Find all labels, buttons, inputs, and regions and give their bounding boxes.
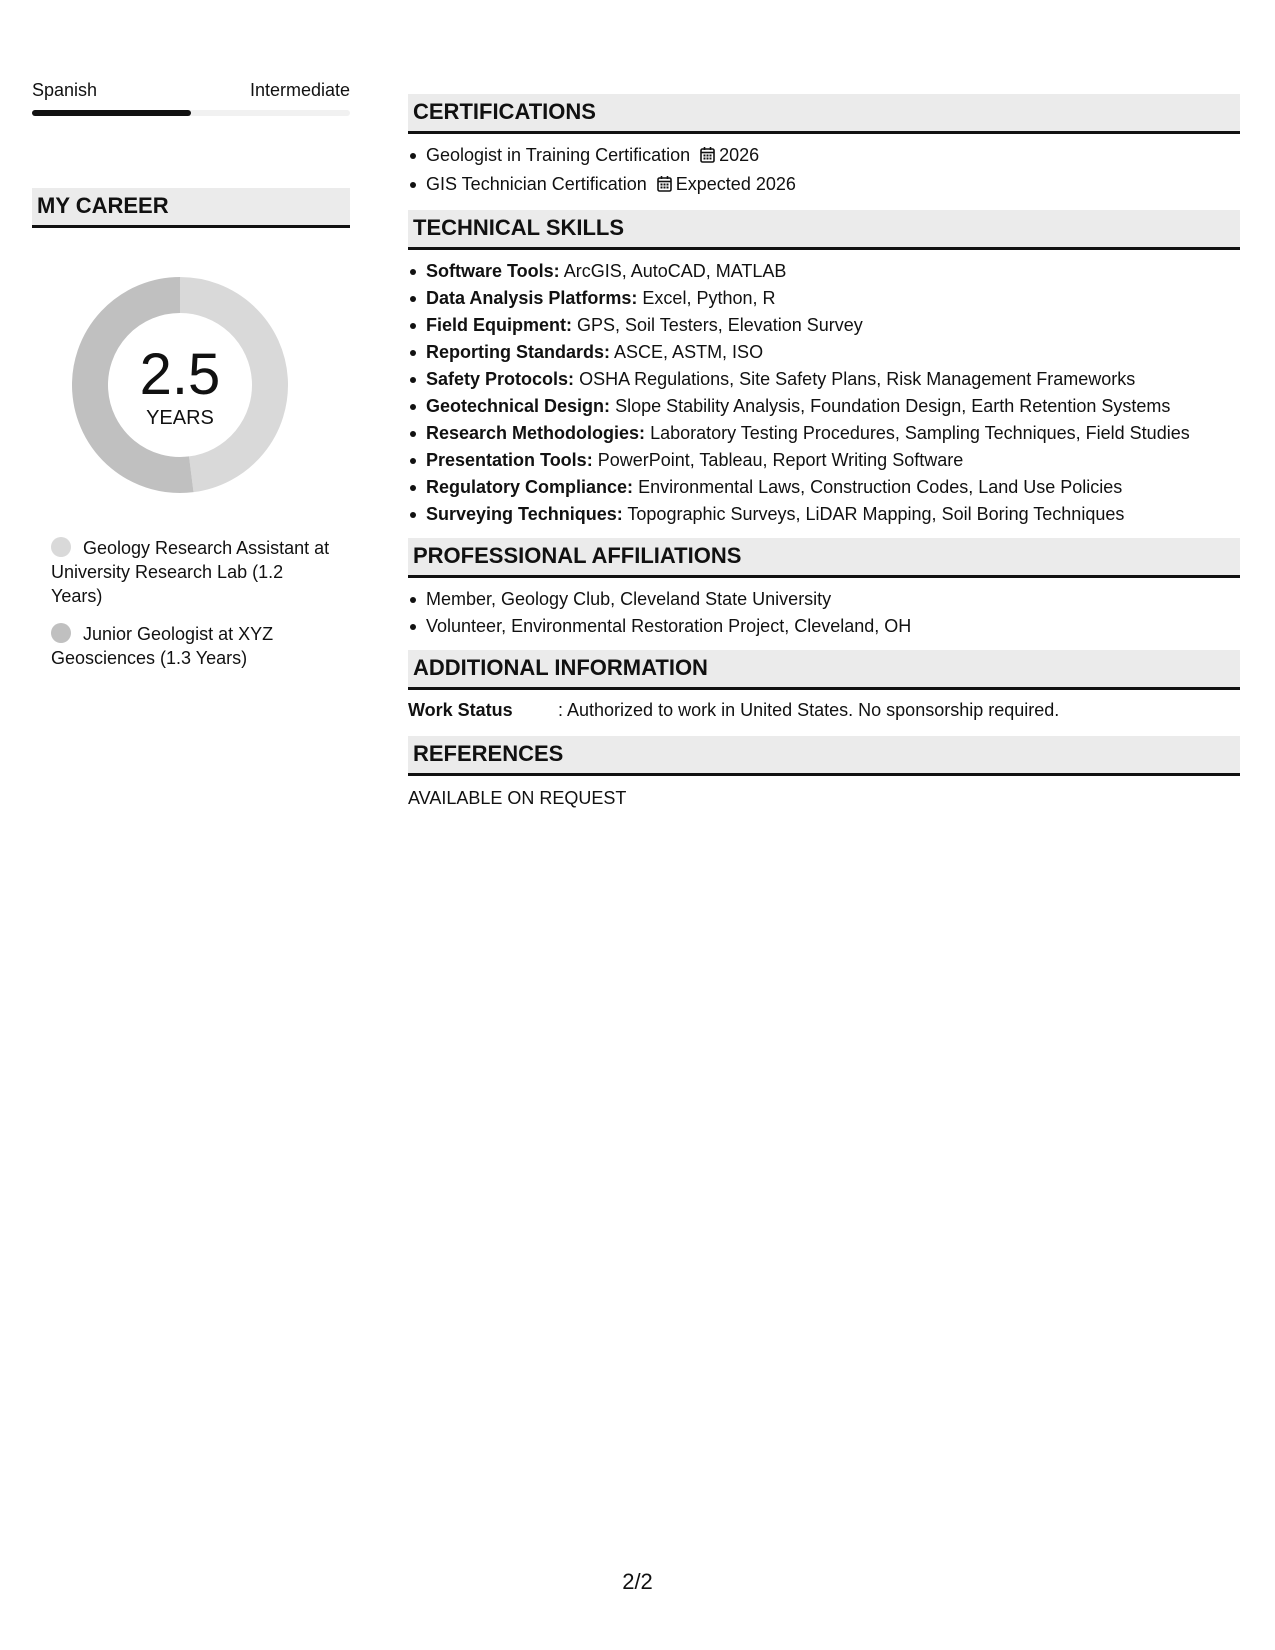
skill-item xyxy=(426,366,1240,393)
certification-date: 2026 xyxy=(719,145,760,165)
skill-value: GPS, Soil Testers, Elevation Survey xyxy=(577,315,863,335)
career-item-text: Junior Geologist at XYZ Geosciences (1.3 Years) xyxy=(51,624,274,668)
career-item-text: Geology Research Assistant at University Research Lab (1.2 Years) xyxy=(51,538,330,606)
skill-item xyxy=(426,393,1240,420)
skill-value: ArcGIS, AutoCAD, MATLAB xyxy=(563,261,787,281)
affiliation-item: Member, Geology Club, Cleveland State University xyxy=(426,586,1240,613)
affiliations-heading: PROFESSIONAL AFFILIATIONS xyxy=(408,538,1240,578)
certification-item xyxy=(426,171,1240,200)
career-list xyxy=(51,536,336,670)
career-total-value: 2.5 xyxy=(139,342,221,407)
career-item xyxy=(51,536,336,608)
additional-info-heading: ADDITIONAL INFORMATION xyxy=(408,650,1240,690)
skill-label: Presentation Tools: xyxy=(426,450,593,470)
skill-value: Topographic Surveys, LiDAR Mapping, Soil Boring Techniques xyxy=(627,504,1125,524)
skill-item xyxy=(426,447,1240,474)
skill-item xyxy=(426,285,1240,312)
skill-item xyxy=(426,420,1240,447)
certification-name: GIS Technician Certification xyxy=(426,174,647,194)
certification-item xyxy=(426,142,1240,171)
skill-item xyxy=(426,312,1240,339)
language-row xyxy=(32,78,350,102)
skill-value: Environmental Laws, Construction Codes, Land Use Policies xyxy=(638,477,1123,497)
skill-label: Field Equipment: xyxy=(426,315,572,335)
career-donut-chart xyxy=(65,270,295,500)
language-proficiency-bar xyxy=(32,110,350,116)
certification-date: Expected 2026 xyxy=(675,174,796,194)
career-heading: MY CAREER xyxy=(32,188,350,228)
technical-skills-heading: TECHNICAL SKILLS xyxy=(408,210,1240,250)
skill-value: ASCE, ASTM, ISO xyxy=(614,342,764,362)
skill-value: Laboratory Testing Procedures, Sampling Techniques, Field Studies xyxy=(650,423,1190,443)
page-number: 2/2 xyxy=(622,1569,653,1594)
skill-label: Data Analysis Platforms: xyxy=(426,288,638,308)
work-status-value: : Authorized to work in United States. No sponsorship required. xyxy=(558,700,1060,720)
skill-item xyxy=(426,474,1240,501)
skill-label: Research Methodologies: xyxy=(426,423,646,443)
certifications-heading: CERTIFICATIONS xyxy=(408,94,1240,134)
affiliation-item: Volunteer, Environmental Restoration Project, Cleveland, OH xyxy=(426,613,1240,640)
certification-name: Geologist in Training Certification xyxy=(426,145,691,165)
skill-label: Safety Protocols: xyxy=(426,369,575,389)
calendar-icon xyxy=(700,144,715,171)
work-status-label: Work Status xyxy=(408,700,513,720)
skill-item xyxy=(426,501,1240,528)
skill-label: Surveying Techniques: xyxy=(426,504,623,524)
left-column xyxy=(32,78,350,684)
career-legend-dot xyxy=(51,623,71,643)
skill-label: Geotechnical Design: xyxy=(426,396,611,416)
language-proficiency-fill xyxy=(32,110,191,116)
career-legend-dot xyxy=(51,537,71,557)
skill-value: OSHA Regulations, Site Safety Plans, Risk Management Frameworks xyxy=(579,369,1136,389)
references-heading: REFERENCES xyxy=(408,736,1240,776)
skill-label: Software Tools: xyxy=(426,261,560,281)
references-text: AVAILABLE ON REQUEST xyxy=(408,788,627,808)
calendar-icon xyxy=(657,173,672,200)
career-item xyxy=(51,622,336,670)
skill-item xyxy=(426,258,1240,285)
skill-value: Slope Stability Analysis, Foundation Design, Earth Retention Systems xyxy=(615,396,1171,416)
affiliations-list xyxy=(408,586,1240,640)
skill-item xyxy=(426,339,1240,366)
skill-value: Excel, Python, R xyxy=(642,288,776,308)
skill-label: Regulatory Compliance: xyxy=(426,477,634,497)
work-status-row xyxy=(408,698,1240,722)
right-column xyxy=(408,94,1240,810)
career-total-unit: YEARS xyxy=(146,407,214,429)
language-level: Intermediate xyxy=(249,80,350,100)
skill-value: PowerPoint, Tableau, Report Writing Software xyxy=(597,450,964,470)
technical-skills-list xyxy=(408,258,1240,528)
language-name: Spanish xyxy=(32,80,98,100)
certifications-list xyxy=(408,142,1240,200)
skill-label: Reporting Standards: xyxy=(426,342,611,362)
